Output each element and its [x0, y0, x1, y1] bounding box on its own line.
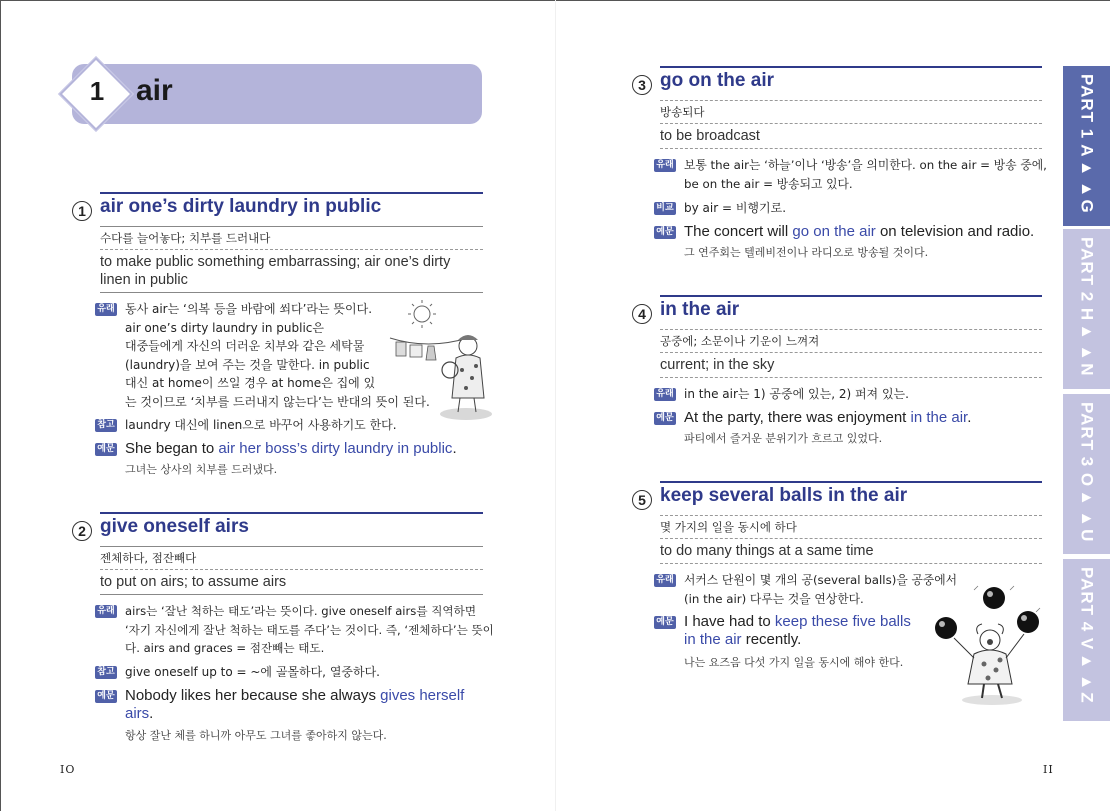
juggling-clown-illustration-icon	[930, 582, 1046, 706]
example-highlight: air her boss’s dirty laundry in public	[218, 440, 453, 457]
example-tag: 예문	[654, 412, 676, 425]
origin-line: 보통 the air는 ‘하늘’이나 ‘방송’을 의미한다. on the air = 방송 중에,	[684, 158, 1047, 172]
example-text: on television and radio.	[875, 223, 1035, 240]
origin-line: 는 것이므로 ‘치부를 드러내지 않는다’는 반대의 뜻이 된다.	[125, 394, 430, 409]
entry-4-origin: in the air는 1) 공중에 있는, 2) 퍼져 있는.	[684, 387, 909, 401]
example-tag: 예문	[654, 616, 676, 629]
example-highlight: in the air	[684, 631, 742, 648]
tab-part-3-label: PART 3 O▸▸U	[1077, 402, 1097, 543]
tab-part-3[interactable]	[1063, 394, 1110, 557]
example-text: recently.	[741, 631, 802, 648]
example-text: The concert will	[684, 223, 793, 240]
entry-5-example-korean: 나는 요즈음 다섯 가지 일을 동시에 해야 한다.	[684, 656, 904, 669]
entry-3-origin	[684, 156, 1047, 193]
example-text: .	[149, 705, 154, 722]
entry-3-example	[684, 223, 1054, 241]
entry-5-example	[684, 613, 934, 649]
example-highlight: go on the air	[792, 223, 876, 240]
example-text: .	[967, 409, 972, 426]
example-text: I have had to	[684, 613, 775, 630]
entry-5-english-definition: to do many things at a same time	[660, 539, 1042, 564]
page-number-right: II	[1043, 763, 1054, 776]
origin-line: ‘자기 자신에게 잘난 척하는 태도를 주다’는 것이다. 즉, ‘젠체하다’는 뜻이	[125, 622, 494, 637]
origin-line: 다. airs and graces = 점잔빼는 태도.	[125, 641, 325, 655]
entry-1-english-definition: to make public something embarrassing; air one’s dirty linen in public	[100, 250, 483, 293]
entry-2-english-definition: to put on airs; to assume airs	[100, 570, 483, 595]
origin-tag: 유래	[654, 388, 676, 401]
tab-part-1-label: PART 1 A▸▸G	[1077, 74, 1097, 214]
laundry-illustration-icon	[388, 298, 494, 424]
origin-tag: 유래	[95, 303, 117, 316]
tab-part-2-label: PART 2 H▸▸N	[1077, 237, 1097, 377]
example-highlight: in the air	[910, 409, 968, 426]
origin-line: air one’s dirty laundry in public은	[125, 320, 324, 335]
entry-2-example	[125, 687, 485, 723]
entry-4-korean-definition: 공중에; 소문이나 기운이 느껴져	[660, 329, 1042, 353]
entry-4-example	[684, 409, 1044, 427]
entry-4-english-definition: current; in the sky	[660, 353, 1042, 378]
entry-5-origin	[684, 571, 964, 608]
entry-1-origin	[125, 300, 430, 411]
entry-3-number: 3	[632, 75, 652, 95]
entry-3	[638, 66, 1042, 149]
entry-1-reference: laundry 대신에 linen으로 바꾸어 사용하기도 한다.	[125, 418, 397, 432]
entry-1-head	[78, 192, 483, 226]
example-tag: 예문	[95, 690, 117, 703]
origin-tag: 유래	[654, 574, 676, 587]
example-tag: 예문	[654, 226, 676, 239]
entry-4-head	[638, 295, 1042, 329]
page-frame-left	[0, 0, 1, 811]
tab-part-1[interactable]	[1063, 66, 1110, 229]
origin-tag: 유래	[654, 159, 676, 172]
entry-2-reference: give oneself up to = ~에 골몰하다, 열중하다.	[125, 665, 380, 679]
section-number: 1	[89, 76, 105, 106]
example-text: Nobody likes her because she always	[125, 687, 381, 704]
entry-3-title: go on the air	[660, 70, 774, 91]
entry-1-korean-definition: 수다를 늘어놓다; 치부를 드러내다	[100, 226, 483, 250]
entry-2-origin	[125, 602, 494, 658]
entry-4-title: in the air	[660, 299, 740, 320]
origin-line: (laundry)을 보여 주는 것을 말한다. in public	[125, 357, 370, 372]
tab-part-2[interactable]	[1063, 229, 1110, 392]
entry-5-title: keep several balls in the air	[660, 485, 908, 506]
entry-2-head	[78, 512, 483, 546]
entry-1	[78, 192, 483, 293]
origin-line: be on the air = 방송되고 있다.	[684, 176, 853, 191]
compare-tag: 비교	[654, 202, 676, 215]
page-number-left: IO	[60, 763, 76, 776]
entry-3-english-definition: to be broadcast	[660, 124, 1042, 149]
origin-line: 대신 at home이 쓰일 경우 at home은 집에 있	[125, 376, 376, 390]
example-highlight: keep these five balls	[774, 613, 911, 630]
entry-1-title: air one’s dirty laundry in public	[100, 196, 382, 217]
entry-3-compare: by air = 비행기로.	[684, 201, 787, 215]
example-text: At the party, there was enjoyment	[684, 409, 911, 426]
entry-5-head	[638, 481, 1042, 515]
entry-5-number: 5	[632, 490, 652, 510]
entry-2-number: 2	[72, 521, 92, 541]
reference-tag: 참고	[95, 419, 117, 432]
example-text: .	[452, 440, 457, 457]
entry-1-number: 1	[72, 201, 92, 221]
entry-2-example-korean: 항상 잘난 체를 하니까 아무도 그녀를 좋아하지 않는다.	[125, 729, 387, 742]
origin-line: airs는 ‘잘난 척하는 태도’라는 뜻이다. give oneself airs를 직역하면	[125, 604, 477, 618]
entry-4	[638, 295, 1042, 378]
tab-part-4[interactable]	[1063, 559, 1110, 724]
entry-1-example-korean: 그녀는 상사의 치부를 드러냈다.	[125, 463, 278, 476]
entry-2	[78, 512, 483, 595]
book-spine	[555, 0, 556, 811]
example-text: She began to	[125, 440, 219, 457]
section-header-bar	[72, 64, 482, 124]
entry-3-example-korean: 그 연주회는 텔레비전이나 라디오로 방송될 것이다.	[684, 246, 929, 259]
entry-3-korean-definition: 방송되다	[660, 100, 1042, 124]
reference-tag: 참고	[95, 666, 117, 679]
entry-3-head	[638, 66, 1042, 100]
origin-line: 동사 air는 ‘의복 등을 바람에 쐬다’라는 뜻이다.	[125, 302, 373, 316]
example-tag: 예문	[95, 443, 117, 456]
section-word: air	[136, 74, 173, 107]
origin-line: 대중들에게 자신의 더러운 치부와 같은 세탁물	[125, 339, 365, 353]
origin-line: (in the air) 다루는 것을 연상한다.	[684, 591, 864, 606]
entry-5-korean-definition: 몇 가지의 일을 동시에 하다	[660, 515, 1042, 539]
entry-1-example	[125, 440, 485, 458]
entry-4-example-korean: 파티에서 즐거운 분위기가 흐르고 있었다.	[684, 432, 883, 445]
tab-part-4-label: PART 4 V▸▸Z	[1077, 567, 1097, 704]
entry-4-number: 4	[632, 304, 652, 324]
example-highlight: gives herself airs	[125, 687, 465, 722]
entry-2-korean-definition: 젠체하다, 점잔빼다	[100, 546, 483, 570]
entry-5	[638, 481, 1042, 564]
entry-2-title: give oneself airs	[100, 516, 249, 537]
origin-tag: 유래	[95, 605, 117, 618]
origin-line: 서커스 단원이 몇 개의 공(several balls)을 공중에서	[684, 573, 958, 587]
